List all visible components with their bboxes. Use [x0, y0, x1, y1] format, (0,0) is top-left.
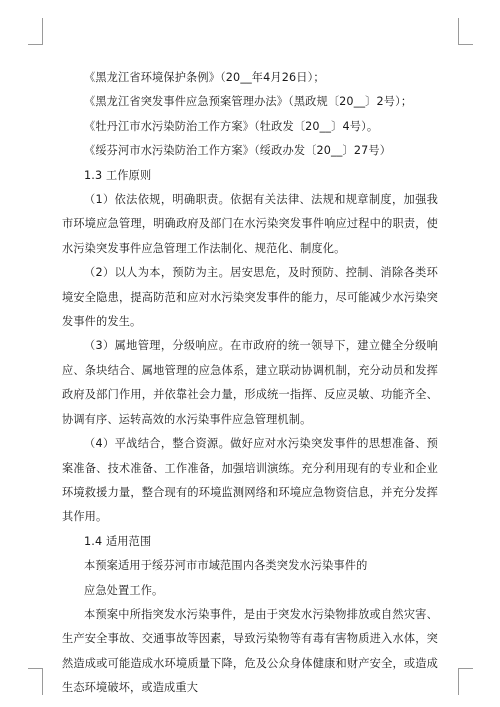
crop-mark-top-left	[28, 18, 43, 45]
section-heading-1-3: 1.3 工作原则	[84, 168, 152, 182]
regulation-item: 《绥芬河市水污染防治工作方案》（绥政办发〔20__〕27号）	[84, 144, 392, 158]
crop-mark-top-right	[458, 18, 473, 45]
regulation-item: 《黑龙江省环境保护条例》（20__年4月26日）；	[84, 71, 325, 84]
regulation-item: 《黑龙江省突发事件应急预案管理办法》（黑政规〔20__〕2号）；	[84, 95, 413, 109]
crop-mark-bottom-right	[458, 668, 473, 695]
regulation-item: 《牡丹江市水污染防治工作方案》（牡政发〔20__〕4号）。	[84, 119, 379, 133]
crop-mark-bottom-left	[28, 668, 43, 695]
principle-paragraph: （4）平战结合，整合资源。做好应对水污染突发事件的思想准备、预案准备、技术准备、工作准备，加强培训演练。充分利用现有的专业和企业环境救援力量，整合现有的环境监测网络和环境应急物资信息，并充分发挥其作用。	[62, 437, 438, 524]
principle-paragraph: （2）以人为本，预防为主。居安思危，及时预防、控制、消除各类环境安全隐患，提高防范和应对水污染突发事件的能力，尽可能减少水污染突发事件的发生。	[62, 266, 438, 329]
document-body	[62, 66, 438, 701]
principle-paragraph: （3）属地管理，分级响应。在市政府的统一领导下，建立健全分级响应、条块结合、属地管理的应急体系，建立联动协调机制，充分动员和发挥政府及部门作用，并依靠社会力量，形成统一指挥、反应灵敏、功能齐全、协调有序、运转高效的水污染事件应急管理机制。	[62, 339, 438, 426]
scope-line: 应急处置工作。	[84, 583, 164, 597]
principle-paragraph: （1）依法依规，明确职责。依据有关法律、法规和规章制度，加强我市环境应急管理，明确政府及部门在水污染突发事件响应过程中的职责，使水污染突发事件应急管理工作法制化、规范化、制度化。	[62, 193, 438, 255]
scope-line: 本预案适用于绥芬河市市域范围内各类突发水污染事件的	[84, 559, 368, 573]
section-heading-1-4: 1.4 适用范围	[84, 534, 152, 548]
definition-paragraph: 本预案中所指突发水污染事件，是由于突发水污染物排放或自然灾害、生产安全事故、交通事故等因素，导致污染物等有毒有害物质进入水体，突然造成或可能造成水环境质量下降，危及公众身体健康和财产安全，或造成生态环境破坏，或造成重大	[62, 607, 438, 695]
